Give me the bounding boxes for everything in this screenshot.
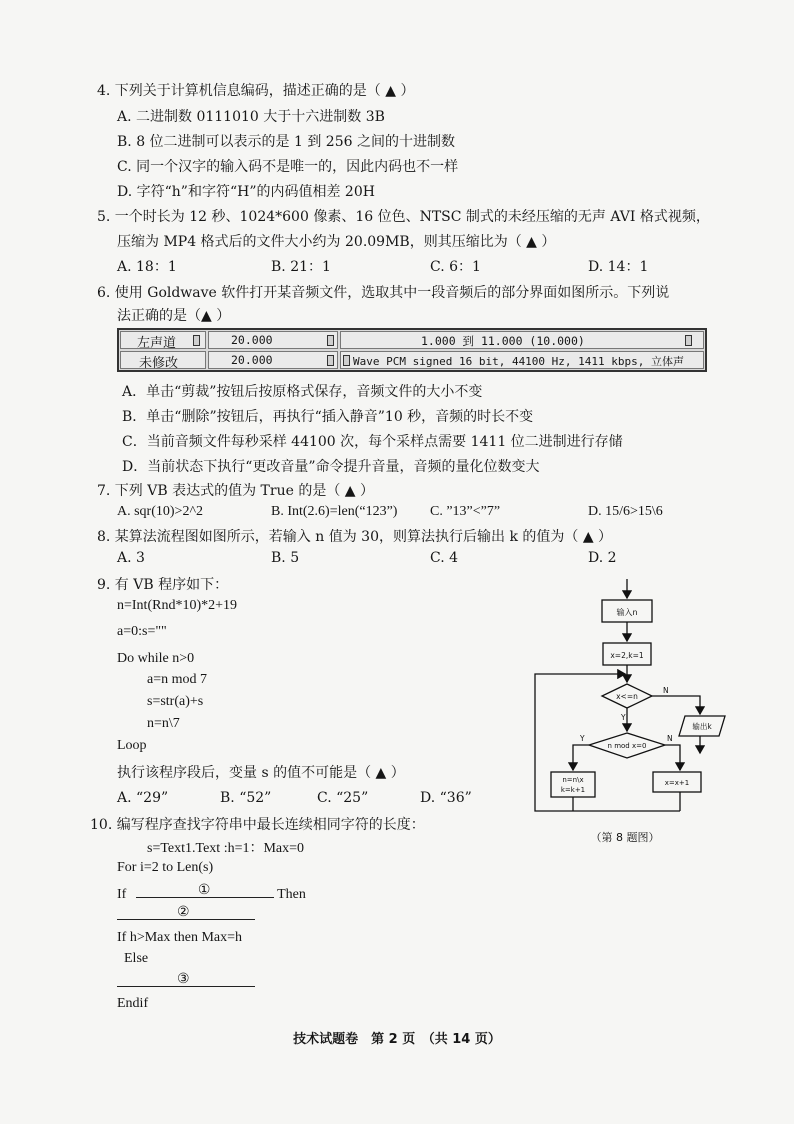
q8-option-d: D. 2 — [588, 550, 617, 566]
flow-cond2-label: n mod x=0 — [607, 742, 647, 750]
q8-option-b: B. 5 — [271, 550, 300, 566]
q9-code-line-1: n=Int(Rnd*10)*2+19 — [117, 598, 238, 613]
q9-question: 执行该程序段后，变量 s 的值不可能是（ ▲ ） — [117, 765, 405, 781]
q5-option-c: C. 6：1 — [430, 259, 481, 275]
status-cell — [120, 351, 206, 369]
q10-blank-2-line — [117, 906, 255, 924]
q7-option-c: C. ”13”<”7” — [430, 504, 501, 519]
q10-if-line — [117, 884, 306, 903]
flow-yes-label-2: Y — [580, 734, 585, 743]
channel-cell — [120, 331, 206, 349]
q9-option-b: B. “52” — [220, 790, 272, 806]
q9-code-line-6: n=n\7 — [147, 716, 180, 731]
duration-value: 20.000 — [231, 333, 273, 347]
goldwave-row-2 — [119, 350, 705, 370]
q8-option-a: A. 3 — [117, 550, 145, 566]
q10-code-line-2: For i=2 to Len(s) — [117, 860, 214, 875]
q7-stem: 7. 下列 VB 表达式的值为 True 的是（ ▲ ） — [97, 483, 375, 499]
flow-update-line2: k=k+1 — [560, 786, 586, 794]
selection-button-icon[interactable] — [685, 335, 692, 346]
q4-option-c: C. 同一个汉字的输入码不是唯一的，因此内码也不一样 — [117, 159, 459, 175]
duration-cell — [208, 331, 338, 349]
flow-arrow-cond2-no — [665, 745, 680, 770]
flow-input-label: 输入n — [616, 608, 638, 617]
blank-1[interactable] — [136, 884, 274, 898]
q9-code-line-4: a=n mod 7 — [147, 672, 207, 687]
q10-then-keyword: Then — [277, 887, 306, 902]
q6-stem-line1: 6. 使用 Goldwave 软件打开某音频文件，选取其中一段音频后的部分界面如图所示。下列说 — [97, 285, 670, 301]
flow-arrow-no-output — [652, 696, 700, 714]
flow-increment-label: x=x+1 — [664, 779, 690, 787]
q7-option-b: B. Int(2.6)=len(“123”) — [271, 504, 398, 519]
q6-option-c: C．当前音频文件每秒采样 44100 次，每个采样点需要 1411 位二进制进行存储 — [122, 434, 623, 450]
q5-option-a: A. 18：1 — [117, 259, 177, 275]
q5-stem-line2: 压缩为 MP4 格式后的文件大小约为 20.09MB，则其压缩比为（ ▲ ） — [117, 234, 556, 250]
q9-option-a: A. “29” — [117, 790, 169, 806]
q8-stem: 8. 某算法流程图如图所示，若输入 n 值为 30，则算法执行后输出 k 的值为（ ▲ ） — [97, 529, 613, 545]
q9-stem: 9. 有 VB 程序如下： — [97, 577, 229, 593]
q10-code-line-5: Else — [124, 951, 149, 966]
blank-3-marker: ③ — [177, 971, 190, 987]
q6-stem-line2: 法正确的是（▲ ） — [117, 308, 231, 324]
q8-option-c: C. 4 — [430, 550, 459, 566]
q6-option-b: B．单击“删除”按钮后，再执行“插入静音”10 秒，音频的时长不变 — [122, 409, 534, 425]
goldwave-row-1 — [119, 330, 705, 350]
channel-button-icon[interactable] — [193, 335, 200, 346]
page-footer: 技术试题卷 第 2 页 （共 14 页） — [293, 1032, 501, 1047]
flow-init-label: x=2,k=1 — [610, 651, 644, 660]
q6-option-a: A．单击“剪裁”按钮后按原格式保存，音频文件的大小不变 — [122, 384, 483, 400]
flow-update-line1: n=n\x — [562, 776, 584, 784]
flow-output-label: 输出k — [692, 722, 712, 731]
q5-stem-line1: 5. 一个时长为 12 秒、1024*600 像素、16 位色、NTSC 制式的未经压缩的无声 AVI 格式视频， — [97, 209, 710, 225]
flow-cond1-label: x<=n — [616, 692, 638, 701]
q9-code-line-5: s=str(a)+s — [147, 694, 204, 709]
q5-option-b: B. 21：1 — [271, 259, 331, 275]
blank-2[interactable] — [117, 906, 255, 920]
blank-1-marker: ① — [197, 883, 211, 898]
q9-code-line-2: a=0:s="" — [117, 624, 167, 639]
q10-if-keyword: If — [117, 887, 127, 902]
q7-option-d: D. 15/6>15\6 — [588, 504, 663, 519]
q7-option-a: A. sqr(10)>2^2 — [117, 504, 204, 519]
format-info: Wave PCM signed 16 bit, 44100 Hz, 1411 kbps, 立体声 — [353, 355, 685, 368]
q4-stem: 4. 下列关于计算机信息编码，描述正确的是（ ▲ ） — [97, 83, 415, 99]
q6-option-d: D．当前状态下执行“更改音量”命令提升音量，音频的量化位数变大 — [122, 459, 540, 475]
q4-option-b: B. 8 位二进制可以表示的是 1 到 256 之间的十进制数 — [117, 134, 455, 150]
q10-code-line-6: Endif — [117, 996, 149, 1011]
flow-no-label-1: N — [663, 686, 669, 695]
goldwave-status-panel — [117, 328, 707, 372]
format-button-icon[interactable] — [343, 355, 350, 366]
flow-yes-label-1: Y — [621, 713, 626, 722]
q4-option-a: A. 二进制数 0111010 大于十六进制数 3B — [117, 109, 385, 125]
selection-cell — [340, 331, 704, 349]
q10-code-line-1: s=Text1.Text :h=1：Max=0 — [147, 841, 305, 856]
q9-code-line-7: Loop — [117, 738, 147, 753]
q9-code-line-3: Do while n>0 — [117, 651, 195, 666]
selection-range: 1.000 到 11.000 (10.000) — [421, 334, 585, 348]
q5-option-d: D. 14：1 — [588, 259, 649, 275]
q10-stem: 10. 编写程序查找字符串中最长连续相同字符的长度： — [90, 817, 425, 833]
q10-code-line-4: If h>Max then Max=h — [117, 930, 243, 945]
flow-caption: （第 8 题图） — [590, 831, 660, 844]
channel-label: 左声道 — [137, 336, 177, 351]
q10-blank-3-line — [117, 973, 255, 991]
q9-option-d: D. “36” — [420, 790, 472, 806]
q8-flowchart — [525, 575, 740, 850]
blank-2-marker: ② — [177, 904, 190, 920]
blank-3[interactable] — [117, 973, 255, 987]
total-duration-cell — [208, 351, 338, 369]
q9-option-c: C. “25” — [317, 790, 369, 806]
status-label: 未修改 — [139, 356, 179, 371]
flow-no-label-2: N — [667, 734, 673, 743]
total-duration-value: 20.000 — [231, 353, 273, 367]
flow-arrow-cond2-yes — [573, 745, 589, 770]
total-duration-button-icon[interactable] — [327, 355, 334, 366]
format-cell — [340, 351, 704, 369]
duration-button-icon[interactable] — [327, 335, 334, 346]
q4-option-d: D. 字符“h”和字符“H”的内码值相差 20H — [117, 184, 375, 200]
